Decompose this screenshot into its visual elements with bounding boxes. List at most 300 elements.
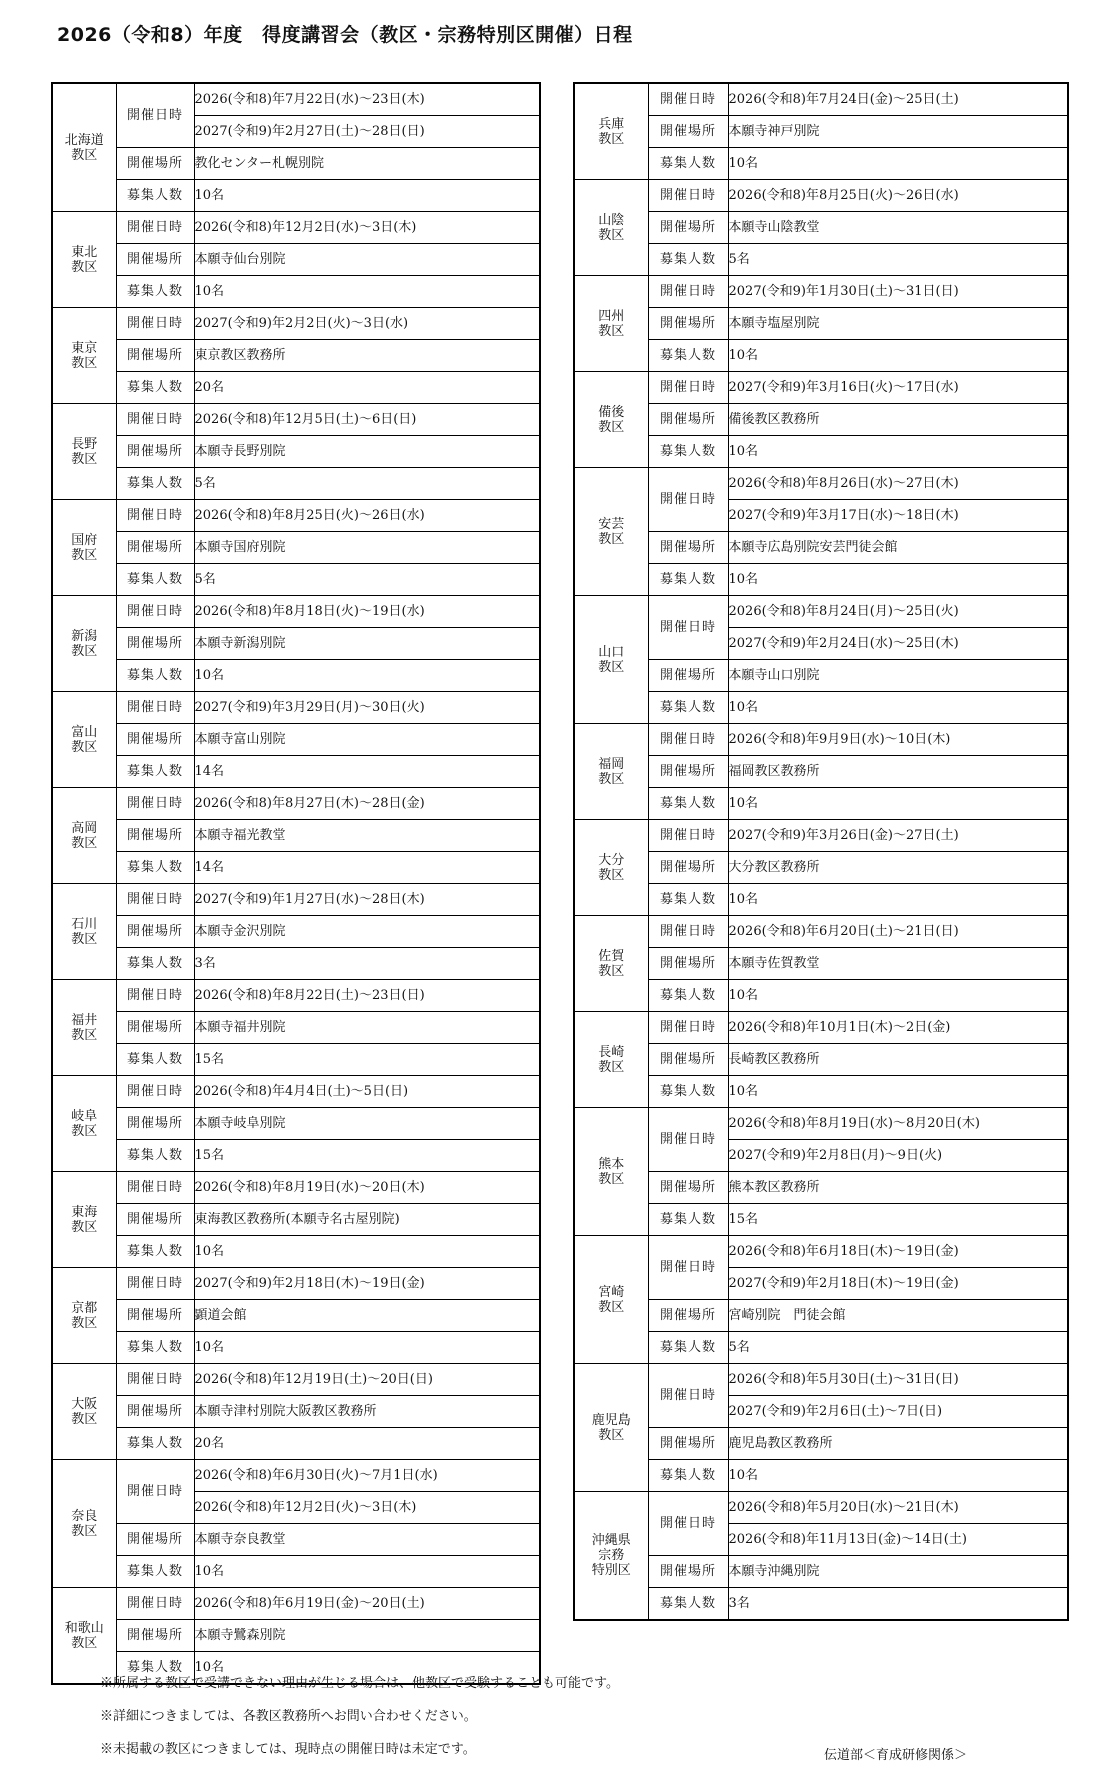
venue-value: 本願寺沖縄別院 <box>728 1556 1068 1588</box>
table-row <box>574 148 1068 180</box>
date-value: 2026(令和8)年12月2日(火)～3日(木) <box>194 1492 540 1524</box>
label-dates: 開催日時 <box>648 596 728 660</box>
label-dates: 開催日時 <box>116 788 194 820</box>
capacity-value: 5名 <box>194 468 540 500</box>
label-venue: 開催場所 <box>116 1204 194 1236</box>
date-value: 2026(令和8)年8月18日(火)～19日(水) <box>194 596 540 628</box>
label-dates: 開催日時 <box>116 980 194 1012</box>
table-row <box>52 1460 540 1492</box>
date-value: 2027(令和9)年2月2日(火)～3日(水) <box>194 308 540 340</box>
capacity-value: 15名 <box>728 1204 1068 1236</box>
table-row <box>574 948 1068 980</box>
label-capacity: 募集人数 <box>116 276 194 308</box>
label-capacity: 募集人数 <box>116 756 194 788</box>
venue-value: 本願寺新潟別院 <box>194 628 540 660</box>
table-row <box>52 436 540 468</box>
label-dates: 開催日時 <box>116 1076 194 1108</box>
venue-value: 宮崎別院 門徒会館 <box>728 1300 1068 1332</box>
table-row <box>574 756 1068 788</box>
district-name-text: 北海道 教区 <box>64 132 104 163</box>
table-row <box>52 1620 540 1652</box>
table-row <box>574 532 1068 564</box>
table-row <box>52 628 540 660</box>
capacity-value: 5名 <box>194 564 540 596</box>
label-venue: 開催場所 <box>116 532 194 564</box>
venue-value: 本願寺奈良教堂 <box>194 1524 540 1556</box>
district-name-text: 福岡 教区 <box>598 756 625 787</box>
capacity-value: 10名 <box>728 1460 1068 1492</box>
district-name <box>574 1364 648 1492</box>
table-row <box>52 980 540 1012</box>
venue-value: 東海教区教務所(本願寺名古屋別院) <box>194 1204 540 1236</box>
district-name <box>52 1268 116 1364</box>
label-dates: 開催日時 <box>648 468 728 532</box>
label-dates: 開催日時 <box>648 180 728 212</box>
table-row <box>52 1524 540 1556</box>
table-row <box>574 180 1068 212</box>
label-venue: 開催場所 <box>648 212 728 244</box>
district-name <box>574 1492 648 1621</box>
table-row <box>52 372 540 404</box>
label-venue: 開催場所 <box>648 852 728 884</box>
date-value: 2026(令和8)年6月19日(金)～20日(土) <box>194 1588 540 1620</box>
table-row <box>574 436 1068 468</box>
label-venue: 開催場所 <box>648 116 728 148</box>
left-schedule-table <box>51 82 541 1685</box>
label-venue: 開催場所 <box>648 948 728 980</box>
label-capacity: 募集人数 <box>648 564 728 596</box>
district-name <box>52 884 116 980</box>
label-dates: 開催日時 <box>648 372 728 404</box>
label-capacity: 募集人数 <box>648 340 728 372</box>
table-row <box>52 1428 540 1460</box>
date-value: 2027(令和9)年2月24日(水)～25日(木) <box>728 628 1068 660</box>
label-venue: 開催場所 <box>116 1108 194 1140</box>
date-value: 2026(令和8)年4月4日(土)～5日(日) <box>194 1076 540 1108</box>
right-schedule-table <box>573 82 1069 1621</box>
table-row <box>574 372 1068 404</box>
district-name <box>52 212 116 308</box>
table-row <box>52 1268 540 1300</box>
table-row <box>574 916 1068 948</box>
district-name <box>574 372 648 468</box>
district-name-text: 京都 教区 <box>71 1300 98 1331</box>
venue-value: 本願寺福井別院 <box>194 1012 540 1044</box>
date-value: 2026(令和8)年7月22日(水)～23日(木) <box>194 83 540 116</box>
table-row <box>52 1204 540 1236</box>
district-name <box>52 788 116 884</box>
date-value: 2026(令和8)年6月18日(木)～19日(金) <box>728 1236 1068 1268</box>
table-row <box>574 884 1068 916</box>
venue-value: 本願寺仙台別院 <box>194 244 540 276</box>
date-value: 2026(令和8)年12月5日(土)～6日(日) <box>194 404 540 436</box>
table-row <box>52 596 540 628</box>
table-row <box>52 948 540 980</box>
capacity-value: 5名 <box>728 1332 1068 1364</box>
label-venue: 開催場所 <box>116 724 194 756</box>
label-dates: 開催日時 <box>648 1236 728 1300</box>
table-row <box>52 1332 540 1364</box>
page-title: 2026（令和8）年度 得度講習会（教区・宗務特別区開催）日程 <box>57 24 633 46</box>
table-row <box>574 83 1068 116</box>
capacity-value: 10名 <box>728 884 1068 916</box>
district-name-text: 和歌山 教区 <box>64 1620 104 1651</box>
label-dates: 開催日時 <box>648 1364 728 1428</box>
venue-value: 福岡教区教務所 <box>728 756 1068 788</box>
district-name <box>574 1236 648 1364</box>
label-capacity: 募集人数 <box>116 1428 194 1460</box>
label-venue: 開催場所 <box>116 1396 194 1428</box>
venue-value: 鹿児島教区教務所 <box>728 1428 1068 1460</box>
district-name <box>52 404 116 500</box>
capacity-value: 10名 <box>194 276 540 308</box>
district-name-text: 東海 教区 <box>71 1204 98 1235</box>
table-row <box>574 788 1068 820</box>
table-row <box>52 1108 540 1140</box>
label-venue: 開催場所 <box>648 308 728 340</box>
table-row <box>52 820 540 852</box>
label-venue: 開催場所 <box>116 1524 194 1556</box>
date-value: 2026(令和8)年8月19日(水)～20日(木) <box>194 1172 540 1204</box>
label-dates: 開催日時 <box>116 1588 194 1620</box>
district-name-text: 宮崎 教区 <box>598 1284 625 1315</box>
date-value: 2026(令和8)年10月1日(木)～2日(金) <box>728 1012 1068 1044</box>
table-row <box>52 1300 540 1332</box>
date-value: 2026(令和8)年8月19日(水)～8月20日(木) <box>728 1108 1068 1140</box>
capacity-value: 3名 <box>194 948 540 980</box>
district-name <box>574 1012 648 1108</box>
district-name <box>574 1108 648 1236</box>
district-name-text: 東京 教区 <box>71 340 98 371</box>
venue-value: 本願寺塩屋別院 <box>728 308 1068 340</box>
label-dates: 開催日時 <box>116 1268 194 1300</box>
district-name <box>52 596 116 692</box>
table-row <box>574 116 1068 148</box>
label-venue: 開催場所 <box>116 436 194 468</box>
table-row <box>574 1012 1068 1044</box>
table-row <box>52 1012 540 1044</box>
label-capacity: 募集人数 <box>116 1044 194 1076</box>
capacity-value: 3名 <box>728 1588 1068 1621</box>
venue-value: 顕道会館 <box>194 1300 540 1332</box>
table-row <box>52 83 540 116</box>
district-name <box>574 468 648 596</box>
capacity-value: 10名 <box>728 980 1068 1012</box>
label-venue: 開催場所 <box>648 660 728 692</box>
date-value: 2026(令和8)年8月27日(木)～28日(金) <box>194 788 540 820</box>
label-capacity: 募集人数 <box>648 1076 728 1108</box>
district-name-text: 佐賀 教区 <box>598 948 625 979</box>
label-venue: 開催場所 <box>116 340 194 372</box>
district-name <box>52 980 116 1076</box>
table-row <box>52 724 540 756</box>
date-value: 2027(令和9)年3月29日(月)～30日(火) <box>194 692 540 724</box>
note-3: ※未掲載の教区につきましては、現時点の開催日時は未定です。 <box>100 1742 476 1757</box>
table-row <box>574 660 1068 692</box>
label-venue: 開催場所 <box>648 756 728 788</box>
label-capacity: 募集人数 <box>648 1460 728 1492</box>
label-dates: 開催日時 <box>116 500 194 532</box>
venue-value: 教化センター札幌別院 <box>194 148 540 180</box>
venue-value: 大分教区教務所 <box>728 852 1068 884</box>
capacity-value: 10名 <box>194 1332 540 1364</box>
capacity-value: 10名 <box>194 1556 540 1588</box>
district-name-text: 鹿児島 教区 <box>591 1412 631 1443</box>
capacity-value: 10名 <box>728 148 1068 180</box>
label-dates: 開催日時 <box>648 1108 728 1172</box>
table-row <box>52 1556 540 1588</box>
venue-value: 本願寺長野別院 <box>194 436 540 468</box>
table-row <box>52 1588 540 1620</box>
table-row <box>52 404 540 436</box>
district-name-text: 福井 教区 <box>71 1012 98 1043</box>
capacity-value: 10名 <box>194 660 540 692</box>
district-name-text: 長崎 教区 <box>598 1044 625 1075</box>
district-name <box>52 1172 116 1268</box>
label-capacity: 募集人数 <box>116 1556 194 1588</box>
district-name <box>574 916 648 1012</box>
venue-value: 長崎教区教務所 <box>728 1044 1068 1076</box>
table-row <box>52 244 540 276</box>
date-value: 2027(令和9)年1月30日(土)～31日(日) <box>728 276 1068 308</box>
label-capacity: 募集人数 <box>116 1236 194 1268</box>
table-row <box>574 596 1068 628</box>
date-value: 2027(令和9)年2月6日(土)～7日(日) <box>728 1396 1068 1428</box>
district-name <box>574 596 648 724</box>
label-dates: 開催日時 <box>648 724 728 756</box>
district-name <box>574 276 648 372</box>
table-row <box>574 1044 1068 1076</box>
district-name-text: 東北 教区 <box>71 244 98 275</box>
district-name-text: 熊本 教区 <box>598 1156 625 1187</box>
district-name-text: 岐阜 教区 <box>71 1108 98 1139</box>
table-row <box>574 1300 1068 1332</box>
table-row <box>574 1492 1068 1524</box>
label-venue: 開催場所 <box>116 1300 194 1332</box>
table-row <box>574 1076 1068 1108</box>
district-name-text: 四州 教区 <box>598 308 625 339</box>
district-name-text: 備後 教区 <box>598 404 625 435</box>
table-row <box>574 276 1068 308</box>
district-name-text: 高岡 教区 <box>71 820 98 851</box>
date-value: 2026(令和8)年11月13日(金)～14日(土) <box>728 1524 1068 1556</box>
district-name <box>574 180 648 276</box>
table-row <box>574 468 1068 500</box>
date-value: 2026(令和8)年8月25日(火)～26日(水) <box>728 180 1068 212</box>
label-venue: 開催場所 <box>648 1172 728 1204</box>
capacity-value: 10名 <box>194 180 540 212</box>
label-dates: 開催日時 <box>116 884 194 916</box>
label-venue: 開催場所 <box>648 1044 728 1076</box>
table-row <box>52 884 540 916</box>
label-capacity: 募集人数 <box>648 1332 728 1364</box>
department-credit: 伝道部＜育成研修関係＞ <box>824 1748 968 1763</box>
date-value: 2026(令和8)年6月30日(火)～7月1日(水) <box>194 1460 540 1492</box>
capacity-value: 14名 <box>194 852 540 884</box>
label-capacity: 募集人数 <box>116 1332 194 1364</box>
table-row <box>574 1556 1068 1588</box>
district-name-text: 兵庫 教区 <box>598 116 625 147</box>
table-row <box>52 212 540 244</box>
label-capacity: 募集人数 <box>116 660 194 692</box>
district-name-text: 山陰 教区 <box>598 212 625 243</box>
date-value: 2027(令和9)年3月26日(金)～27日(土) <box>728 820 1068 852</box>
label-venue: 開催場所 <box>116 820 194 852</box>
label-capacity: 募集人数 <box>116 948 194 980</box>
label-capacity: 募集人数 <box>648 244 728 276</box>
table-row <box>574 340 1068 372</box>
label-capacity: 募集人数 <box>648 788 728 820</box>
table-row <box>574 564 1068 596</box>
date-value: 2027(令和9)年3月16日(火)～17日(水) <box>728 372 1068 404</box>
table-row <box>574 724 1068 756</box>
capacity-value: 10名 <box>194 1652 540 1685</box>
venue-value: 備後教区教務所 <box>728 404 1068 436</box>
label-capacity: 募集人数 <box>116 468 194 500</box>
capacity-value: 10名 <box>728 788 1068 820</box>
date-value: 2026(令和8)年8月22日(土)～23日(日) <box>194 980 540 1012</box>
label-venue: 開催場所 <box>116 1012 194 1044</box>
district-name-text: 大分 教区 <box>598 852 625 883</box>
table-row <box>574 820 1068 852</box>
date-value: 2027(令和9)年2月18日(木)～19日(金) <box>728 1268 1068 1300</box>
venue-value: 本願寺佐賀教堂 <box>728 948 1068 980</box>
district-name-text: 大阪 教区 <box>71 1396 98 1427</box>
label-dates: 開催日時 <box>648 916 728 948</box>
date-value: 2027(令和9)年1月27日(水)～28日(木) <box>194 884 540 916</box>
label-dates: 開催日時 <box>116 308 194 340</box>
table-row <box>574 1236 1068 1268</box>
capacity-value: 10名 <box>728 564 1068 596</box>
label-capacity: 募集人数 <box>648 692 728 724</box>
label-dates: 開催日時 <box>116 83 194 148</box>
district-name-text: 長野 教区 <box>71 436 98 467</box>
label-capacity: 募集人数 <box>116 852 194 884</box>
venue-value: 本願寺岐阜別院 <box>194 1108 540 1140</box>
table-row <box>574 1204 1068 1236</box>
venue-value: 本願寺福光教堂 <box>194 820 540 852</box>
venue-value: 本願寺金沢別院 <box>194 916 540 948</box>
table-row <box>52 1236 540 1268</box>
label-capacity: 募集人数 <box>116 1140 194 1172</box>
district-name-text: 富山 教区 <box>71 724 98 755</box>
table-row <box>52 916 540 948</box>
table-row <box>52 468 540 500</box>
table-row <box>574 1108 1068 1140</box>
date-value: 2026(令和8)年9月9日(水)～10日(木) <box>728 724 1068 756</box>
note-2: ※詳細につきましては、各教区教務所へお問い合わせください。 <box>100 1709 477 1724</box>
label-dates: 開催日時 <box>116 1460 194 1524</box>
table-row <box>52 756 540 788</box>
table-row <box>574 212 1068 244</box>
table-row <box>52 660 540 692</box>
district-name <box>52 1460 116 1588</box>
date-value: 2027(令和9)年2月27日(土)～28日(日) <box>194 116 540 148</box>
date-value: 2026(令和8)年7月24日(金)～25日(土) <box>728 83 1068 116</box>
capacity-value: 10名 <box>728 1076 1068 1108</box>
table-row <box>52 532 540 564</box>
table-row <box>52 852 540 884</box>
date-value: 2026(令和8)年8月24日(月)～25日(火) <box>728 596 1068 628</box>
district-name-text: 沖縄県 宗務 特別区 <box>591 1533 631 1578</box>
table-row <box>574 1172 1068 1204</box>
district-name-text: 奈良 教区 <box>71 1508 98 1539</box>
label-dates: 開催日時 <box>116 404 194 436</box>
district-name <box>52 1076 116 1172</box>
venue-value: 本願寺広島別院安芸門徒会館 <box>728 532 1068 564</box>
label-dates: 開催日時 <box>648 276 728 308</box>
capacity-value: 14名 <box>194 756 540 788</box>
label-dates: 開催日時 <box>116 596 194 628</box>
district-name-text: 新潟 教区 <box>71 628 98 659</box>
label-venue: 開催場所 <box>648 1300 728 1332</box>
table-row <box>574 1460 1068 1492</box>
date-value: 2026(令和8)年8月25日(火)～26日(水) <box>194 500 540 532</box>
label-dates: 開催日時 <box>116 692 194 724</box>
capacity-value: 10名 <box>728 340 1068 372</box>
venue-value: 本願寺山口別院 <box>728 660 1068 692</box>
label-dates: 開催日時 <box>648 1492 728 1556</box>
district-name <box>574 83 648 180</box>
label-capacity: 募集人数 <box>648 1204 728 1236</box>
venue-value: 本願寺山陰教堂 <box>728 212 1068 244</box>
district-name <box>574 724 648 820</box>
venue-value: 熊本教区教務所 <box>728 1172 1068 1204</box>
label-capacity: 募集人数 <box>116 372 194 404</box>
table-row <box>52 1396 540 1428</box>
table-row <box>52 1140 540 1172</box>
district-name <box>52 1364 116 1460</box>
label-dates: 開催日時 <box>116 212 194 244</box>
table-row <box>574 852 1068 884</box>
table-row <box>574 692 1068 724</box>
venue-value: 本願寺津村別院大阪教区教務所 <box>194 1396 540 1428</box>
label-venue: 開催場所 <box>116 628 194 660</box>
table-row <box>574 404 1068 436</box>
capacity-value: 15名 <box>194 1044 540 1076</box>
label-capacity: 募集人数 <box>116 1652 194 1685</box>
venue-value: 本願寺国府別院 <box>194 532 540 564</box>
table-row <box>52 564 540 596</box>
district-name <box>52 500 116 596</box>
label-dates: 開催日時 <box>648 83 728 116</box>
table-row <box>52 1364 540 1396</box>
table-row <box>574 308 1068 340</box>
capacity-value: 15名 <box>194 1140 540 1172</box>
date-value: 2026(令和8)年8月26日(水)～27日(木) <box>728 468 1068 500</box>
table-row <box>574 1332 1068 1364</box>
label-venue: 開催場所 <box>116 244 194 276</box>
label-capacity: 募集人数 <box>648 436 728 468</box>
label-dates: 開催日時 <box>648 820 728 852</box>
label-venue: 開催場所 <box>116 916 194 948</box>
label-dates: 開催日時 <box>116 1364 194 1396</box>
table-row <box>52 340 540 372</box>
date-value: 2027(令和9)年2月8日(月)～9日(火) <box>728 1140 1068 1172</box>
venue-value: 本願寺富山別院 <box>194 724 540 756</box>
venue-value: 本願寺神戸別院 <box>728 116 1068 148</box>
table-row <box>52 1172 540 1204</box>
capacity-value: 20名 <box>194 1428 540 1460</box>
date-value: 2026(令和8)年5月30日(土)～31日(日) <box>728 1364 1068 1396</box>
table-row <box>52 788 540 820</box>
table-row <box>574 244 1068 276</box>
district-name-text: 安芸 教区 <box>598 516 625 547</box>
capacity-value: 10名 <box>728 436 1068 468</box>
district-name <box>52 692 116 788</box>
capacity-value: 10名 <box>728 692 1068 724</box>
district-name <box>52 1588 116 1685</box>
